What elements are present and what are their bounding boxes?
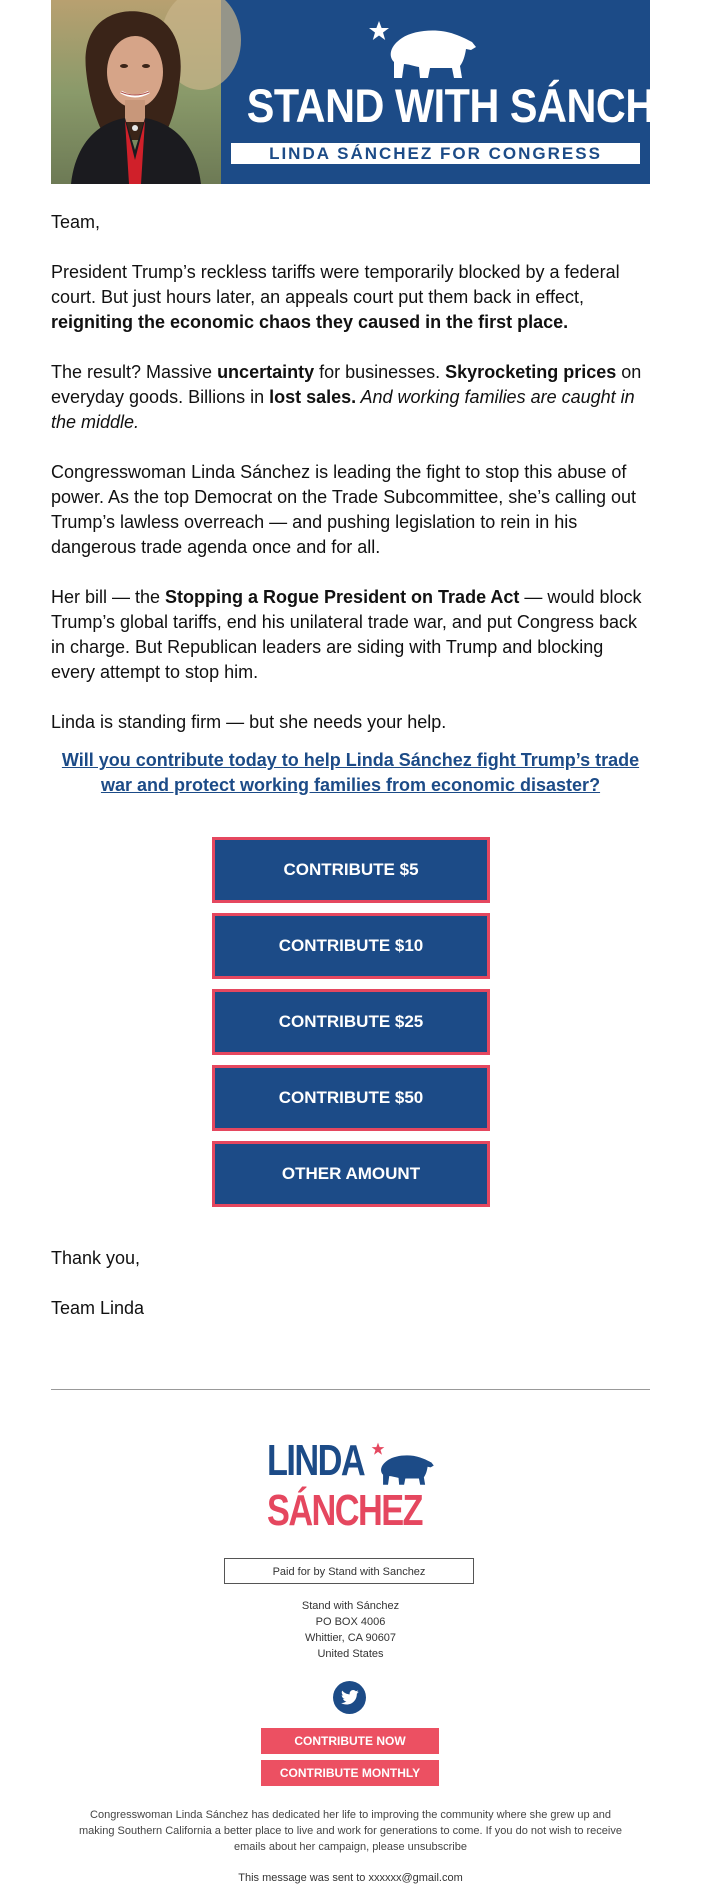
p2-text-a: The result? Massive bbox=[51, 362, 218, 382]
p4-text-c: — would block Trump’s global tariffs, end his unilateral trade war, and put Congress back in charge. But Republican leaders are siding with Trump and blocking every attempt to stop him. bbox=[51, 587, 642, 682]
paragraph-5: Linda is standing firm — but she needs your help. bbox=[51, 712, 447, 732]
paragraph-1-text: President Trump’s reckless tariffs were temporarily blocked by a federal court. But just hours later, an appeals court put them back in effect, bbox=[51, 262, 620, 307]
logo-line-sanchez: SÁNCHEZ bbox=[267, 1486, 422, 1535]
greeting: Team, bbox=[51, 212, 101, 232]
other-amount-button[interactable]: OTHER AMOUNT bbox=[212, 1141, 490, 1207]
p4-bold-bill: Stopping a Rogue President on Trade Act bbox=[165, 587, 520, 607]
paragraph-1-bold: reigniting the economic chaos they caused in the first place. bbox=[51, 312, 569, 332]
contribute-50-button[interactable]: CONTRIBUTE $50 bbox=[212, 1065, 490, 1131]
logo-bear-icon bbox=[367, 1448, 435, 1488]
logo-line-linda: LINDA bbox=[267, 1436, 365, 1485]
paragraph-1 bbox=[51, 260, 650, 335]
address-country: United States bbox=[317, 1648, 384, 1660]
footer-disclaimer: Congresswoman Linda Sánchez has dedicated her life to improving the community where she grew up and making Southern California a better place to live and work for generations to come. If you do not wish to receive emails about her campaign, please unsubscribe bbox=[79, 1809, 622, 1853]
header-banner bbox=[51, 0, 707, 184]
sent-to-label: This message was sent to bbox=[238, 1872, 369, 1884]
contribute-5-button[interactable]: CONTRIBUTE $5 bbox=[212, 837, 490, 903]
address-org: Stand with Sánchez bbox=[301, 1600, 400, 1612]
p2-bold-sales: lost sales. bbox=[269, 387, 357, 407]
contribute-10-button[interactable]: CONTRIBUTE $10 bbox=[212, 913, 490, 979]
contribute-25-button[interactable]: CONTRIBUTE $25 bbox=[212, 989, 490, 1055]
p2-bold-prices: Skyrocketing prices bbox=[445, 362, 617, 382]
banner-title: STAND WITH SÁNCHEZ bbox=[246, 79, 707, 132]
signoff: Thank you, bbox=[51, 1248, 141, 1268]
contribute-now-button[interactable]: CONTRIBUTE NOW bbox=[261, 1728, 439, 1754]
address-po-box: PO BOX 4006 bbox=[315, 1616, 386, 1628]
paragraph-2 bbox=[51, 360, 650, 435]
sent-to-email: xxxxxx@gmail.com bbox=[368, 1872, 463, 1884]
contribute-monthly-button[interactable]: CONTRIBUTE MONTHLY bbox=[261, 1760, 439, 1786]
paragraph-3: Congresswoman Linda Sánchez is leading the fight to stop this abuse of power. As the top Democrat on the Trade Subcommittee, she’s calling out Trump’s lawless overreach — and pushing legislation to rein in his dangerous trade agenda once and for all. bbox=[51, 462, 636, 557]
paragraph-4 bbox=[51, 585, 650, 685]
footer-divider bbox=[51, 1389, 650, 1390]
p2-text-e: on everyday goods. Billions in bbox=[51, 362, 642, 407]
signature: Team Linda bbox=[51, 1298, 145, 1318]
contribute-link[interactable]: Will you contribute today to help Linda Sánchez fight Trump’s trade war and protect working families from economic disaster? bbox=[61, 750, 640, 795]
banner-subtitle: LINDA SÁNCHEZ FOR CONGRESS bbox=[231, 143, 640, 164]
star-icon bbox=[368, 20, 390, 42]
footer-logo bbox=[267, 1438, 435, 1538]
p2-bold-uncertainty: uncertainty bbox=[217, 362, 315, 382]
p2-text-c: for businesses. bbox=[314, 362, 446, 382]
candidate-photo bbox=[51, 0, 221, 184]
p2-italic: And working families are caught in the middle. bbox=[51, 387, 635, 432]
twitter-icon[interactable] bbox=[333, 1681, 366, 1714]
paid-for-box: Paid for by Stand with Sanchez bbox=[224, 1558, 474, 1584]
p4-text-a: Her bill — the bbox=[51, 587, 166, 607]
sent-to-line bbox=[51, 1872, 650, 1884]
address-city: Whittier, CA 90607 bbox=[304, 1632, 397, 1644]
brand-panel bbox=[221, 0, 707, 184]
